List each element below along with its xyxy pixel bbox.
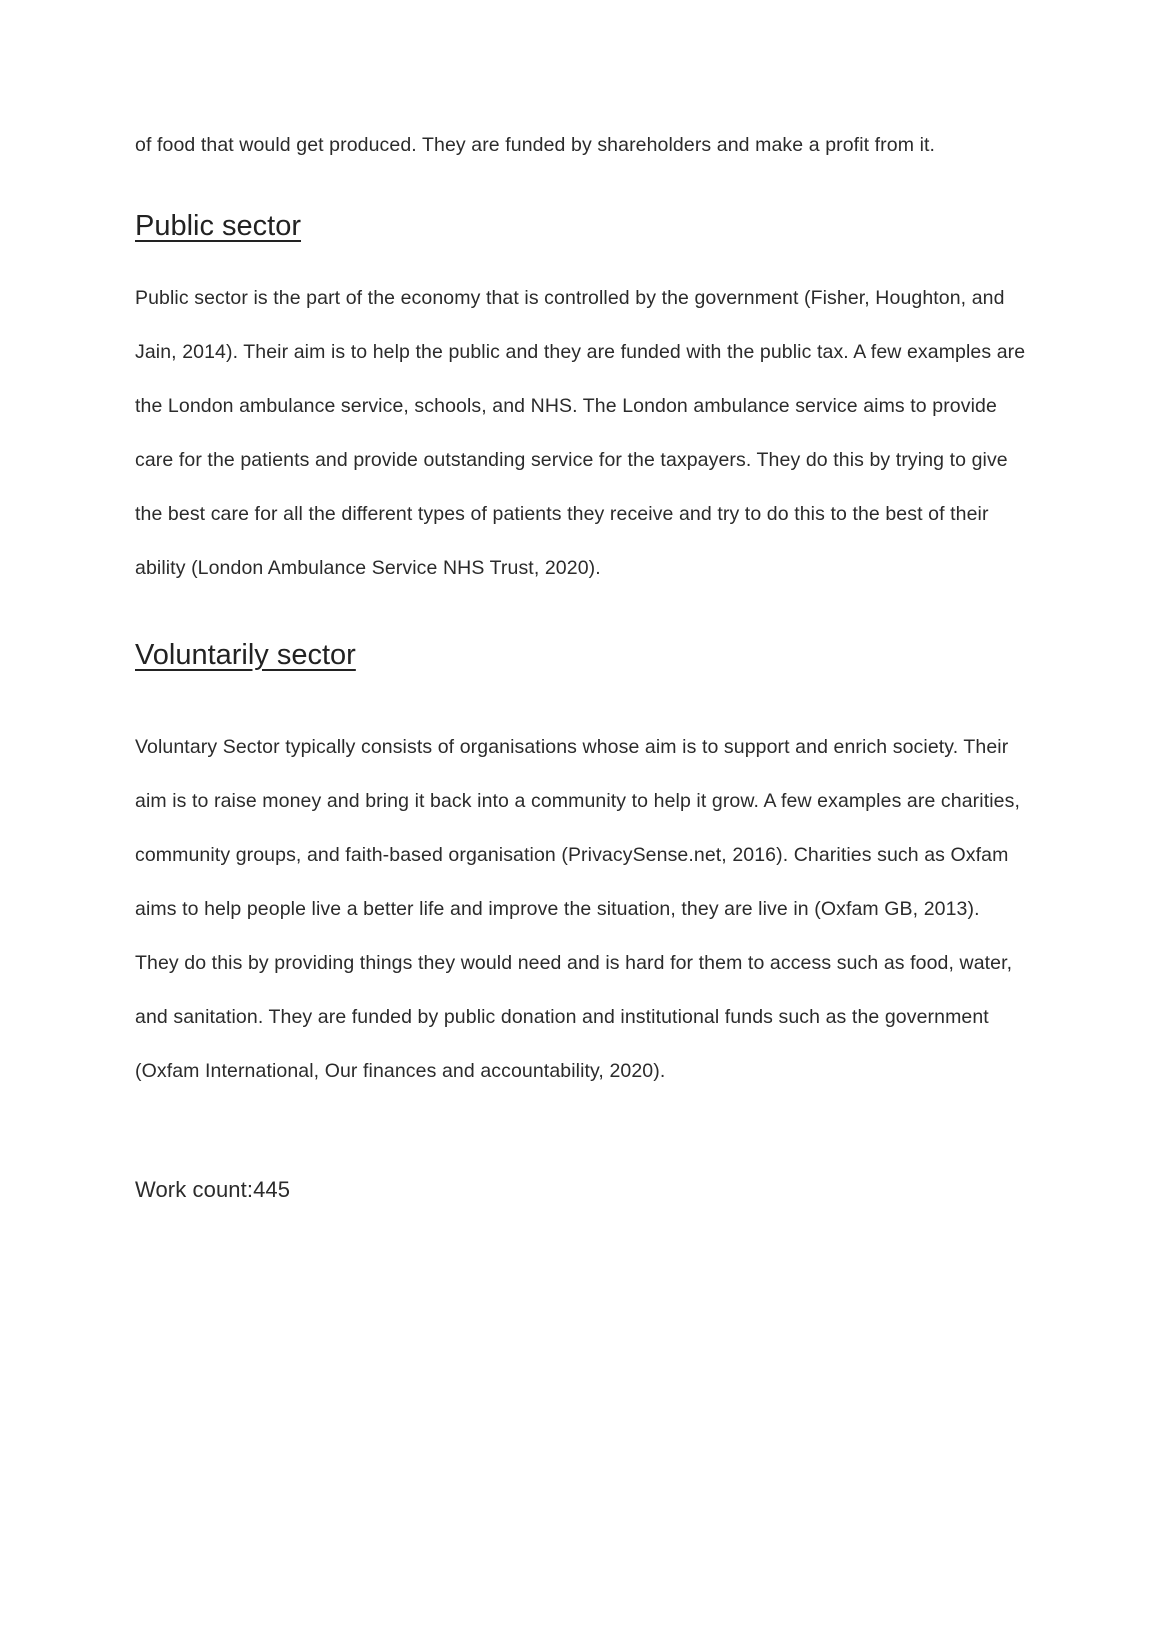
heading-voluntary-sector: Voluntarily sector [135, 639, 356, 671]
paragraph-intro-continuation: of food that would get produced. They are funded by shareholders and make a profit from it. [135, 134, 936, 156]
heading-public-sector: Public sector [135, 210, 302, 242]
paragraph-public-sector: Public sector is the part of the economy that is controlled by the government (Fisher, Houghton, and Jain, 2014). Their aim is to help the public and they are funded with the public tax. A few examples are the London ambulance service, schools, and NHS. The London ambulance service aims to provide care for the patients and provide outstanding service for the taxpayers. They do this by trying to give the best care for all the different types of patients they receive and try to do this to the best of their ability (London Ambulance Service NHS Trust, 2020). [135, 287, 1026, 579]
paragraph-voluntary-sector: Voluntary Sector typically consists of organisations whose aim is to support and enrich society. Their aim is to raise money and bring it back into a community to help it grow. A few examples are charities, community groups, and faith-based organisation (PrivacySense.net, 2016). Charities such as Oxfam aims to help people live a better life and improve the situation, they are live in (Oxfam GB, 2013). They do this by providing things they would need and is hard for them to access such as food, water, and sanitation. They are funded by public donation and institutional funds such as the government (Oxfam International, Our finances and accountability, 2020). [135, 736, 1020, 1082]
word-count-label: Work count:445 [135, 1177, 291, 1202]
